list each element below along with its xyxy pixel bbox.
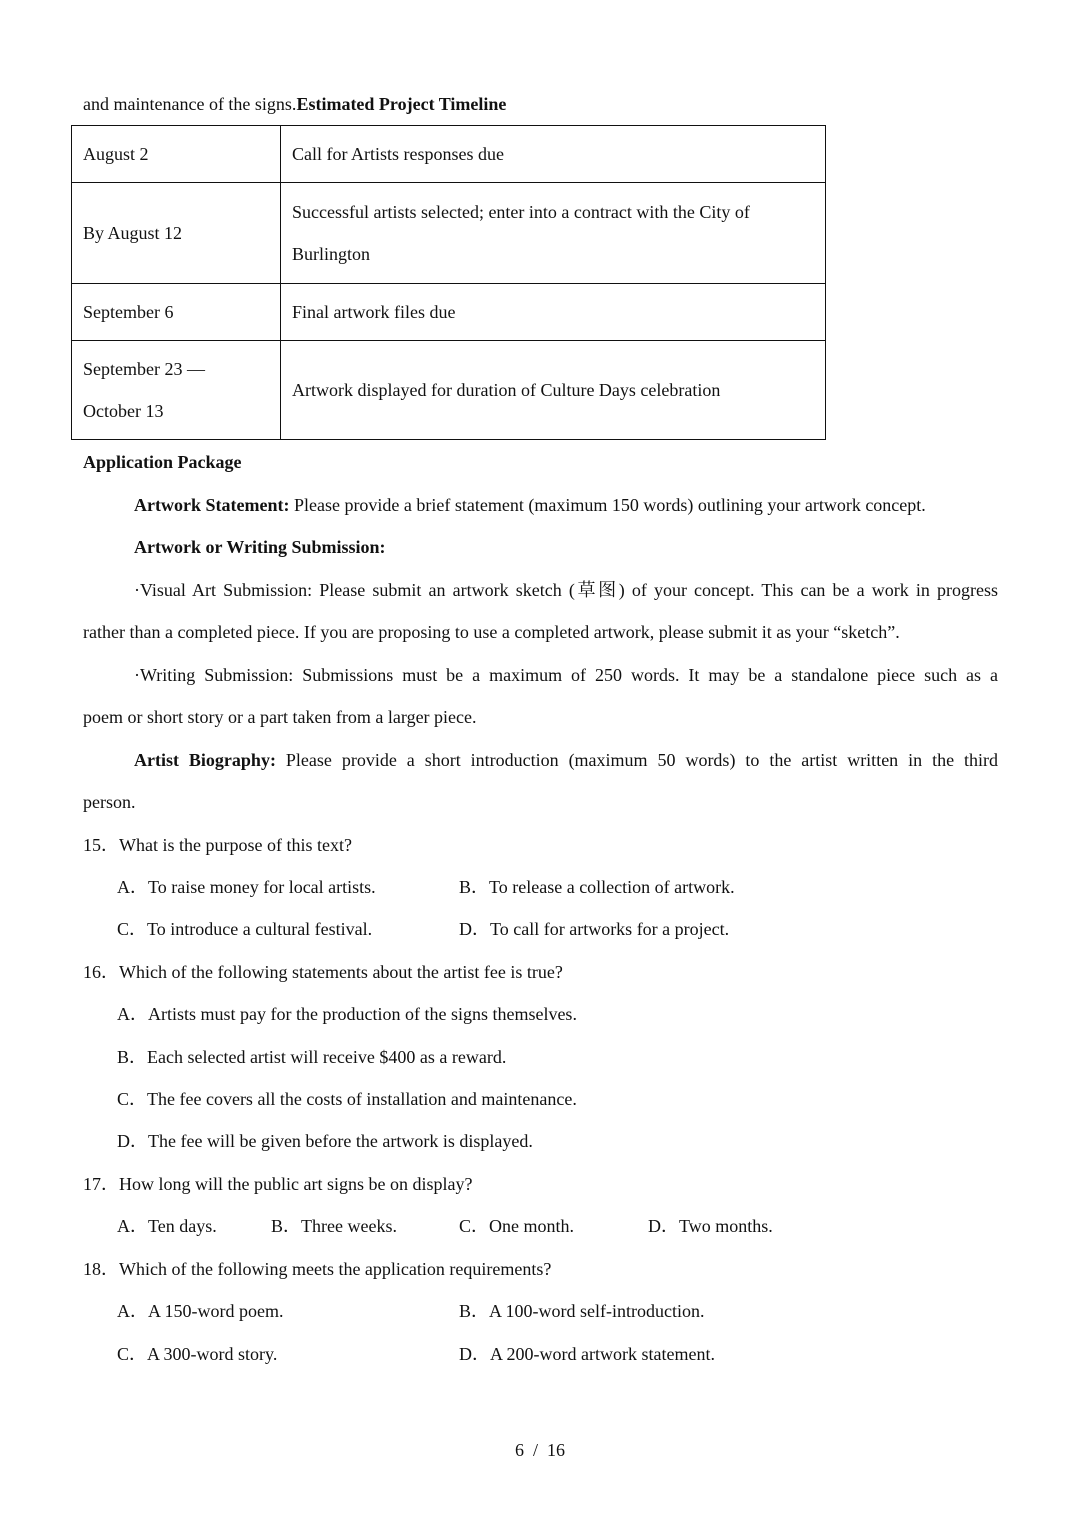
bio-label: Artist Biography: bbox=[134, 750, 276, 770]
date-cell: August 2 bbox=[72, 126, 281, 183]
statement-text: Please provide a brief statement (maximum 150 words) outlining your artwork concept. bbox=[289, 495, 926, 515]
option: D．A 200-word artwork statement. bbox=[459, 1344, 715, 1364]
intro-text: and maintenance of the signs. bbox=[83, 94, 297, 114]
date-line: October 13 bbox=[83, 401, 164, 421]
bio-line: person. bbox=[83, 792, 136, 812]
writing-line: poem or short story or a part taken from a larger piece. bbox=[83, 707, 477, 727]
submission-label: Artwork or Writing Submission: bbox=[134, 537, 386, 557]
table-row bbox=[72, 341, 826, 440]
table-row bbox=[72, 284, 826, 341]
page-number: 6 / 16 bbox=[514, 1440, 565, 1460]
question-18: 18．Which of the following meets the application requirements? bbox=[83, 1259, 552, 1279]
statement-line bbox=[134, 494, 926, 516]
event-line: Burlington bbox=[292, 244, 371, 264]
option: B．Each selected artist will receive $400 as a reward. bbox=[117, 1047, 507, 1067]
option: A．Ten days. bbox=[117, 1216, 217, 1236]
table-row bbox=[72, 126, 826, 183]
bio-line bbox=[134, 749, 998, 771]
option: B．A 100-word self-introduction. bbox=[459, 1301, 705, 1321]
event-cell: Final artwork files due bbox=[281, 284, 826, 341]
option: A．Artists must pay for the production of the signs themselves. bbox=[117, 1004, 577, 1024]
event-line: Successful artists selected; enter into a contract with the City of bbox=[292, 202, 750, 222]
option: C．One month. bbox=[459, 1216, 574, 1236]
option: B．To release a collection of artwork. bbox=[459, 877, 735, 897]
option: D．Two months. bbox=[648, 1216, 773, 1236]
writing-line: ·Writing Submission: Submissions must be a maximum of 250 words. It may be a standalone piece such as a bbox=[134, 665, 998, 685]
option: C．A 300-word story. bbox=[117, 1344, 278, 1364]
option: A．To raise money for local artists. bbox=[117, 877, 376, 897]
table-row bbox=[72, 183, 826, 284]
event-cell bbox=[281, 183, 826, 284]
application-heading: Application Package bbox=[83, 452, 242, 472]
visual-line: ·Visual Art Submission: Please submit an artwork sketch (草图) of your concept. This can be a work in progress bbox=[134, 580, 998, 600]
question-17: 17．How long will the public art signs be on display? bbox=[83, 1174, 473, 1194]
option: B．Three weeks. bbox=[271, 1216, 397, 1236]
visual-line: rather than a completed piece. If you are proposing to use a completed artwork, please submit it as your “sketch”. bbox=[83, 622, 900, 642]
option: C．The fee covers all the costs of installation and maintenance. bbox=[117, 1089, 577, 1109]
question-16: 16．Which of the following statements about the artist fee is true? bbox=[83, 962, 563, 982]
date-cell: By August 12 bbox=[72, 183, 281, 284]
bio-text: Please provide a short introduction (maximum 50 words) to the artist written in the third bbox=[275, 750, 998, 770]
timeline-table bbox=[71, 125, 826, 440]
option: D．The fee will be given before the artwork is displayed. bbox=[117, 1131, 533, 1151]
event-cell: Artwork displayed for duration of Culture Days celebration bbox=[281, 341, 826, 440]
date-line: September 23 — bbox=[83, 359, 205, 379]
date-cell: September 6 bbox=[72, 284, 281, 341]
date-cell bbox=[72, 341, 281, 440]
timeline-heading: Estimated Project Timeline bbox=[296, 94, 507, 114]
option: D．To call for artworks for a project. bbox=[459, 919, 730, 939]
statement-label: Artwork Statement: bbox=[134, 495, 290, 515]
question-15: 15．What is the purpose of this text? bbox=[83, 835, 352, 855]
option: C．To introduce a cultural festival. bbox=[117, 919, 373, 939]
event-cell: Call for Artists responses due bbox=[281, 126, 826, 183]
option: A．A 150-word poem. bbox=[117, 1301, 284, 1321]
intro-line bbox=[83, 93, 506, 115]
